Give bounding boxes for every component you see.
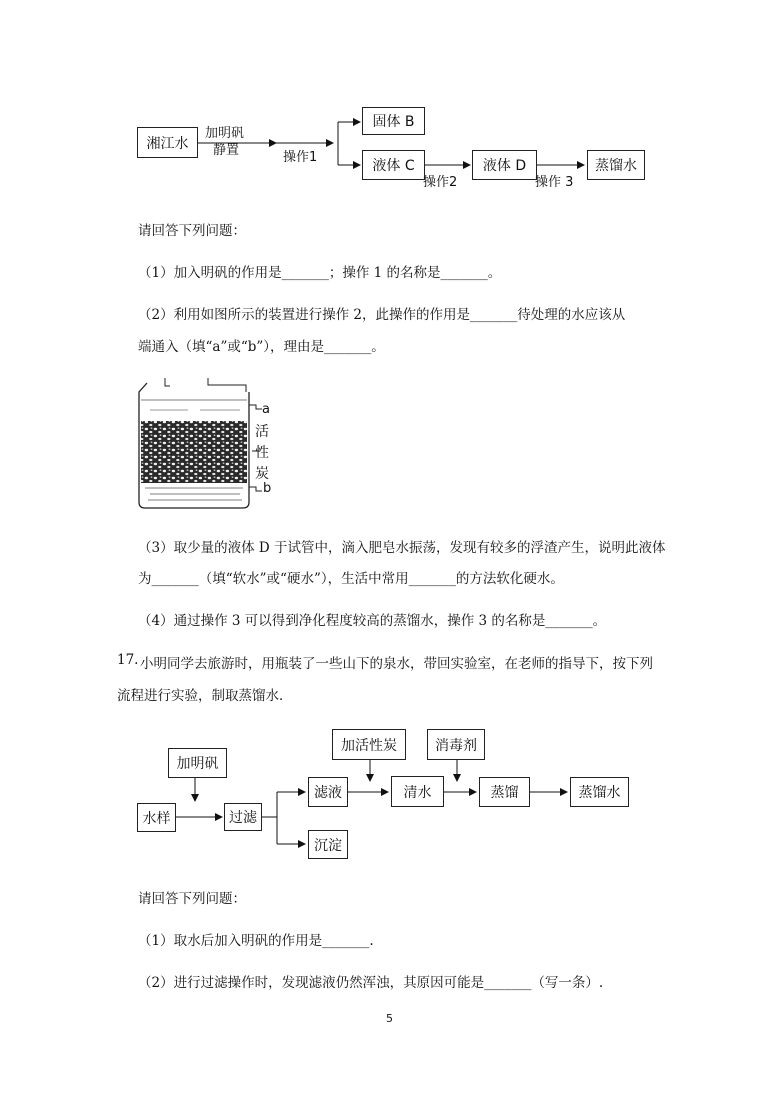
box-solid-b: 固体 B [362,107,425,135]
q17-line2: 流程进行实验，制取蒸馏水． [117,688,293,704]
box-filtrate: 滤液 [308,777,348,807]
box-water-sample: 水样 [137,803,176,832]
box-distilled-water-1: 蒸馏水 [587,150,645,180]
q16-part3-line1: （3）取少量的液体 D 于试管中，滴入肥皂水振荡，发现有较多的浮渣产生，说明此液体 [138,540,666,556]
q17-part2: （2）进行过滤操作时，发现滤液仍然浑浊，其原因可能是_______（写一条）. [138,975,604,991]
q17-number: 17. [117,652,139,668]
box-distilled-water-2: 蒸馏水 [570,777,629,807]
label-operation-2: 操作2 [423,175,458,190]
q17-prompt: 请回答下列问题： [138,891,246,907]
box-xiangjiang-water: 湘江水 [137,127,198,158]
page-number: 5 [386,1012,393,1025]
label-carbon-1: 活 [255,424,269,440]
box-clear-water: 清水 [391,776,444,807]
label-b: b [263,481,272,496]
q17-part1: （1）取水后加入明矾的作用是_______. [138,933,374,949]
label-carbon-2: 性 [255,445,269,461]
box-add-carbon: 加活性炭 [332,729,406,760]
box-liquid-d: 液体 D [472,150,537,180]
q16-part2-line1: （2）利用如图所示的装置进行操作 2，此操作的作用是_______待处理的水应该从 [138,307,626,323]
box-filtration: 过滤 [224,803,262,831]
q16-part4: （4）通过操作 3 可以得到净化程度较高的蒸馏水，操作 3 的名称是_______。 [138,613,607,629]
q16-part1: （1）加入明矾的作用是_______；操作 1 的名称是_______。 [138,265,502,281]
label-operation-1: 操作1 [283,150,318,165]
label-add-alum: 加明矾 [205,126,245,141]
label-a: a [262,402,270,417]
box-add-alum: 加明矾 [168,748,227,778]
label-operation-3: 操作 3 [535,175,574,190]
q16-part2-line2: 端通入（填“a”或“b”），理由是_______。 [138,339,385,355]
q16-part3-line2: 为_______（填“软水”或“硬水”），生活中常用_______的方法软化硬水。 [138,571,564,587]
box-liquid-c: 液体 C [362,150,425,180]
label-settle: 静置 [213,143,240,158]
box-disinfectant: 消毒剂 [427,729,485,760]
box-distillation: 蒸馏 [479,777,530,807]
q17-line1: 小明同学去旅游时，用瓶装了一些山下的泉水，带回实验室，在老师的指导下，按下列 [140,656,653,672]
label-carbon-3: 炭 [255,466,269,482]
box-precipitate: 沉淀 [308,830,348,859]
q16-prompt: 请回答下列问题： [138,223,246,239]
